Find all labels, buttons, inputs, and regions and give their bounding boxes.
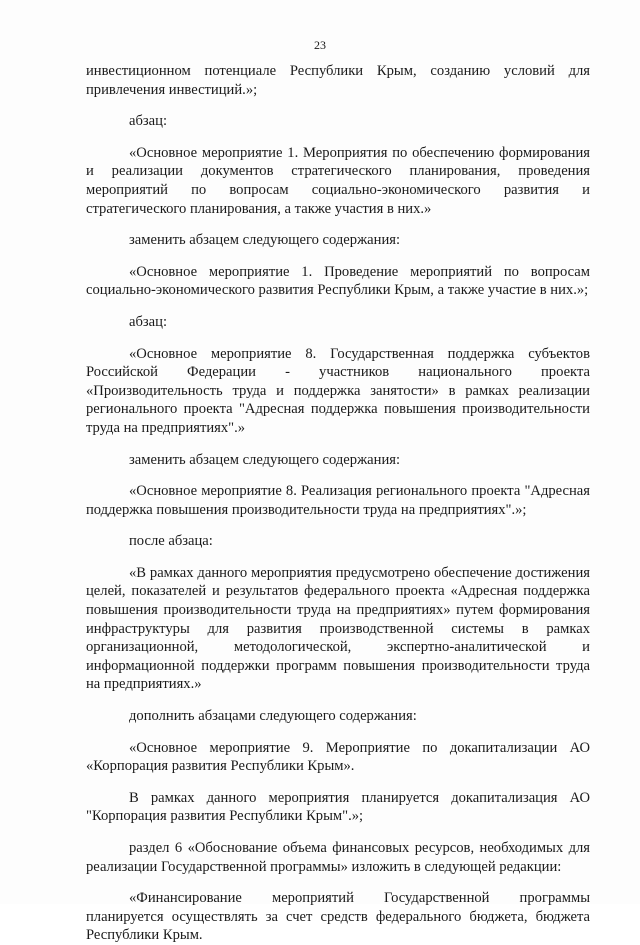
paragraph-12: дополнить абзацами следующего содержания: <box>129 708 417 725</box>
paragraph-6: абзац: <box>129 313 168 330</box>
paragraph-2: абзац: <box>129 113 168 130</box>
document-body <box>86 62 590 945</box>
paragraph-5: «Основное мероприятие 1. Проведение мероприятий по вопросам социально-экономического развития Республики Крым, а также участие в них.»; <box>86 263 590 299</box>
paragraph-4: заменить абзацем следующего содержания: <box>129 232 401 249</box>
paragraph-1: инвестиционном потенциале Республики Крым, созданию условий для привлечения инвестиций.»; <box>86 63 590 98</box>
paragraph-8: заменить абзацем следующего содержания: <box>129 451 401 468</box>
paragraph-9: «Основное мероприятие 8. Реализация регионального проекта "Адресная поддержка повышения производительности труда на предприятиях".»; <box>86 483 590 518</box>
paragraph-13: «Основное мероприятие 9. Мероприятие по докапитализации АО «Корпорация развития Республики Крым». <box>86 739 590 775</box>
paragraph-16: «Финансирование мероприятий Государственной программы планируется осуществлять за счет средств федерального бюджета, бюджета Республики Крым. <box>86 890 590 944</box>
paragraph-15: раздел 6 «Обоснование объема финансовых ресурсов, необходимых для реализации Государственной программы» изложить в следующей редакции: <box>86 840 590 875</box>
page-number: 23 <box>314 38 326 52</box>
paragraph-3: «Основное мероприятие 1. Мероприятия по обеспечению формирования и реализации документов стратегического планирования, проведения мероприятий по вопросам социально-экономического развития и стратегического планирования, а также участия в них.» <box>86 144 590 217</box>
paragraph-11: «В рамках данного мероприятия предусмотрено обеспечение достижения целей, показателей и результатов федерального проекта «Адресная поддержка повышения производительности труда на предприятиях» путем формирования инфраструктуры для развития производственной системы в рамках организационной, методологической, экспертно-аналитической и информационной поддержки программ повышения производительности труда на предприятиях.» <box>86 564 590 693</box>
paragraph-7: «Основное мероприятие 8. Государственная поддержка субъектов Российской Федерации - участников национального проекта «Производительность труда и поддержка занятости» в рамках реализации регионального проекта "Адресная поддержка повышения производительности труда на предприятиях".» <box>86 345 590 436</box>
paragraph-10: после абзаца: <box>129 533 213 550</box>
paragraph-14: В рамках данного мероприятия планируется докапитализация АО "Корпорация развития Республики Крым".»; <box>86 789 590 825</box>
